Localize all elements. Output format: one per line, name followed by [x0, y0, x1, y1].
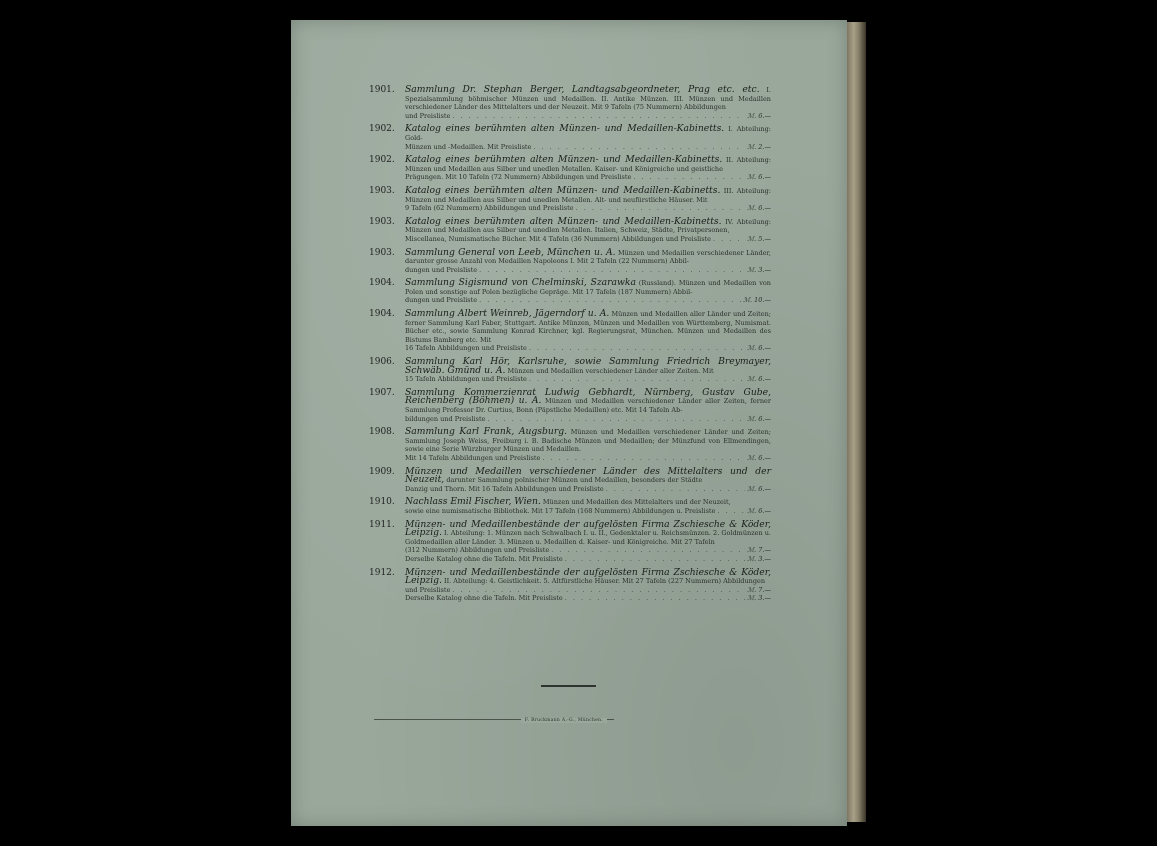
- leader-dots: [529, 375, 745, 384]
- leader-dots: [717, 507, 745, 516]
- price-value: ℳ. 7.—: [747, 546, 771, 555]
- price-value: ℳ. 6.—: [747, 344, 771, 353]
- entry-title: Münzen und Medaillen verschiedener Länder des Mittelalters und der Neuzeit,: [405, 465, 771, 486]
- entry-body: [405, 498, 771, 507]
- entry-year: 1907.: [369, 387, 395, 398]
- price-value: ℳ. 6.—: [747, 111, 771, 120]
- entry-price-line: [405, 143, 771, 152]
- entry-year: 1903.: [369, 216, 395, 227]
- price-label: Derselbe Katalog ohne die Tafeln. Mit Preisliste: [405, 554, 563, 563]
- price-value: ℳ. 3.—: [747, 265, 771, 274]
- entry-price-line: [405, 296, 771, 305]
- entry-title: Nachlass Emil Fischer, Wien.: [405, 496, 541, 508]
- printer-imprint-text: F. Bruckmann A.-G., München.: [521, 718, 607, 723]
- price-value: ℳ. 6.—: [747, 484, 771, 493]
- entry-description: (Russland). Münzen und Medaillen von Polen und sonstige auf Polen bezügliche Gepräge. Mit 17 Tafeln (187 Nummern) Abbil-: [405, 279, 771, 296]
- entry-title: Sammlung Sigismund von Chelminski, Szarawka: [405, 277, 636, 289]
- entry-body: [405, 358, 771, 375]
- entry-body: [405, 428, 771, 454]
- entry-price-line: [405, 454, 771, 463]
- page-edge: [847, 22, 866, 822]
- entry-price-line: [405, 204, 771, 213]
- leader-dots: [452, 112, 745, 121]
- entry-body: [405, 215, 771, 235]
- price-label: 16 Tafeln Abbildungen und Preisliste: [405, 344, 527, 353]
- catalog-entry: [369, 465, 771, 494]
- entry-year: 1903.: [369, 185, 395, 196]
- leader-dots: [565, 594, 745, 603]
- catalog-entry: [369, 86, 771, 120]
- entry-description: II. Abteilung: 4. Geistlichkeit. 5. Altfürstliche Häuser. Mit 27 Tafeln (227 Nummern) Abbildungen: [444, 577, 766, 586]
- leader-dots: [576, 204, 746, 213]
- entry-body: [405, 246, 771, 266]
- price-label: Prägungen. Mit 10 Tafeln (72 Nummern) Abbildungen und Preisliste: [405, 173, 632, 182]
- entry-title: Katalog eines berühmten alten Münzen- und Medaillen-Kabinetts.: [405, 184, 721, 196]
- leader-dots: [633, 173, 745, 182]
- entry-year: 1903.: [369, 247, 395, 258]
- price-label: Danzig und Thorn. Mit 16 Tafeln Abbildungen und Preisliste: [405, 484, 604, 493]
- price-label: und Preisliste: [405, 585, 451, 594]
- entry-body: [405, 156, 771, 173]
- catalog-entry: [369, 518, 771, 564]
- leader-dots: [452, 586, 745, 595]
- entry-title: Sammlung Karl Frank, Augsburg.: [405, 426, 568, 438]
- leader-dots: [479, 296, 741, 305]
- entry-body: [405, 310, 771, 344]
- price-value: ℳ. 6.—: [747, 173, 771, 182]
- entry-description: Münzen und Medaillen verschiedener Länder aller Zeiten. Mit: [507, 366, 714, 375]
- leader-dots: [479, 266, 745, 275]
- entry-year: 1911.: [369, 519, 395, 530]
- leader-dots: [606, 485, 745, 494]
- entry-body: [405, 86, 771, 112]
- price-label: dungen und Preisliste: [405, 265, 478, 274]
- price-label: dungen und Preisliste: [405, 296, 478, 305]
- catalog-entry: [369, 279, 771, 305]
- entry-price-line: [405, 112, 771, 121]
- entry-year: 1912.: [369, 567, 395, 578]
- entry-description: I. Abteilung: Gold-: [405, 125, 771, 142]
- leader-dots: [529, 344, 745, 353]
- catalog-entry: [369, 156, 771, 182]
- price-value: ℳ. 6.—: [747, 204, 771, 213]
- price-label: und Preisliste: [405, 111, 451, 120]
- entry-year: 1909.: [369, 466, 395, 477]
- entry-description: III. Abteilung: Münzen und Medaillen aus Silber und unedlen Metallen. Alt- und neufürstliche Häuser. Mit: [405, 186, 771, 204]
- entry-description: darunter Sammlung polnischer Münzen und Medaillen, besonders der Städte: [446, 476, 703, 485]
- entry-year: 1908.: [369, 427, 395, 438]
- entry-description: Münzen und Medaillen verschiedener Länder, darunter grosse Anzahl von Medaillen Napoleons I. Mit 2 Tafeln (22 Nummern) Abbil-: [405, 248, 771, 266]
- catalog-entry: [369, 566, 771, 603]
- entry-year: 1904.: [369, 309, 395, 320]
- entry-title: Sammlung Albert Weinreb, Jägerndorf u. A.: [405, 308, 610, 320]
- entry-description: Münzen und Medaillen verschiedener Länder und Zeiten; Sammlung Joseph Weiss, Freiburg i. B. Badische Münzen und Medaillen; der Münzfund von Ellmendingen, sowie eine Serie Würzburger Münzen und Medaillen.: [405, 428, 771, 454]
- entry-year: 1901.: [369, 85, 395, 95]
- entry-body: [405, 386, 771, 415]
- entry-title: Katalog eines berühmten alten Münzen- und Medaillen-Kabinetts.: [405, 154, 723, 166]
- entry-price-line: [405, 546, 771, 555]
- entry-price-line: [405, 507, 771, 516]
- entry-description: Münzen und Medaillen verschiedener Länder aller Zeiten, ferner Sammlung Professor Dr. Curtius, Bonn (Päpstliche Medaillen) etc. Mit 14 Tafeln Ab-: [405, 397, 771, 414]
- entry-price-line: [405, 266, 771, 275]
- entry-body: [405, 184, 771, 204]
- entry-title: Münzen- und Medaillenbestände der aufgelösten Firma Zschiesche & Köder, Leipzig.: [405, 566, 771, 587]
- entry-year: 1902.: [369, 155, 395, 166]
- entry-price-line: [405, 594, 771, 603]
- catalog-entry: [369, 386, 771, 423]
- price-value: ℳ. 5.—: [747, 234, 771, 243]
- entry-price-line: [405, 485, 771, 494]
- entry-price-line: [405, 375, 771, 384]
- leader-dots: [542, 454, 745, 463]
- entry-title: Sammlung Kommerzienrat Ludwig Gebhardt, Nürnberg, Gustav Gube, Reichenberg (Böhmen) u. A.: [405, 386, 771, 407]
- entry-description: I. Abteilung: 1. Münzen nach Schwalbach I. u. II., Gedenktaler u. Reichsmünzen. 2. Goldmünzen u. Goldmedaillen aller Länder. 3. Münzen u. Medaillen d. Kaiser- und Königreiche. Mit 27 Tafeln: [405, 529, 771, 546]
- price-label: Mit 14 Tafeln Abbildungen und Preisliste: [405, 453, 541, 462]
- entry-title: Münzen- und Medaillenbestände der aufgelösten Firma Zschiesche & Köder, Leipzig.: [405, 518, 771, 539]
- leader-dots: [533, 143, 745, 152]
- catalog-list: [369, 86, 771, 608]
- entry-description: Münzen und Medaillen aller Länder und Zeiten; ferner Sammlung Karl Faber, Stuttgart. Antike Münzen, Münzen und Medaillen von Württemberg, Numismat. Bücher etc., sowie Sammlung Konrad Kirchner, kgl. Regierungsrat, München. Münzen und Medaillen des Bistums Bamberg etc. Mit: [405, 310, 771, 344]
- entry-body: [405, 279, 771, 296]
- entry-price-line: [405, 555, 771, 564]
- leader-dots: [713, 235, 745, 244]
- entry-body: [405, 566, 771, 587]
- entry-price-line: [405, 344, 771, 353]
- price-label: Münzen und -Medaillen. Mit Preisliste: [405, 142, 532, 151]
- leader-dots: [551, 546, 745, 555]
- entry-description: II. Abteilung: Münzen und Medaillen aus Silber und unedlen Metallen. Kaiser- und Königreiche und geistliche: [405, 156, 771, 173]
- price-label: sowie eine numismatische Bibliothek. Mit 17 Tafeln (168 Nummern) Abbildungen u. Preisliste: [405, 506, 716, 515]
- catalog-entry: [369, 215, 771, 244]
- entry-price-line: [405, 173, 771, 182]
- price-value: ℳ. 7.—: [747, 585, 771, 594]
- entry-description: I. Spezialsammlung böhmischer Münzen und Medaillen. II. Antike Münzen. III. Münzen und Medaillen verschiedener Länder des Mittelalters und der Neuzeit. Mit 9 Tafeln (75 Nummern) Abbildungen: [405, 86, 771, 112]
- entry-title: Sammlung Karl Hör, Karlsruhe, sowie Sammlung Friedrich Breymayer, Schwäb. Gmünd u. A.: [405, 356, 771, 376]
- entry-title: Katalog eines berühmten alten Münzen- und Medaillen-Kabinetts.: [405, 123, 725, 135]
- price-label: 15 Tafeln Abbildungen und Preisliste: [405, 375, 527, 384]
- catalog-entry: [369, 125, 771, 151]
- entry-price-line: [405, 586, 771, 595]
- entry-year: 1910.: [369, 497, 395, 508]
- price-value: ℳ. 2.—: [747, 142, 771, 151]
- entry-description: Münzen und Medaillen des Mittelalters und der Neuzeit,: [542, 498, 731, 507]
- price-label: bildungen und Preisliste: [405, 414, 486, 423]
- price-value: ℳ. 6.—: [747, 375, 771, 384]
- price-value: ℳ. 3.—: [747, 554, 771, 563]
- leader-dots: [565, 555, 745, 564]
- price-value: ℳ. 10.—: [743, 296, 771, 305]
- entry-price-line: [405, 415, 771, 424]
- leader-dots: [487, 415, 745, 424]
- entry-title: Sammlung General von Leeb, München u. A.: [405, 246, 616, 258]
- price-value: ℳ. 3.—: [747, 594, 771, 603]
- price-value: ℳ. 6.—: [747, 414, 771, 423]
- entry-title: Katalog eines berühmten alten Münzen- und Medaillen-Kabinetts.: [405, 215, 722, 227]
- catalog-entry: [369, 358, 771, 384]
- catalog-entry: [369, 428, 771, 462]
- price-value: ℳ. 6.—: [747, 453, 771, 462]
- entry-body: [405, 125, 771, 142]
- catalog-entry: [369, 246, 771, 275]
- catalog-entry: [369, 498, 771, 515]
- entry-title: Sammlung Dr. Stephan Berger, Landtagsabgeordneter, Prag etc. etc.: [405, 84, 760, 95]
- price-label: Miscellanea, Numismatische Bücher. Mit 4 Tafeln (36 Nummern) Abbildungen und Preisliste: [405, 234, 712, 243]
- entry-price-line: [405, 235, 771, 244]
- catalog-entry: [369, 184, 771, 213]
- entry-body: [405, 518, 771, 547]
- price-label: 9 Tafeln (62 Nummern) Abbildungen und Preisliste: [405, 204, 574, 213]
- catalog-entry: [369, 310, 771, 353]
- entry-year: 1904.: [369, 278, 395, 289]
- entry-year: 1902.: [369, 124, 395, 135]
- entry-body: [405, 465, 771, 486]
- entry-description: IV. Abteilung: Münzen und Medaillen aus Silber und unedlen Metallen. Italien, Schweiz, Städte, Privatpersonen,: [405, 217, 771, 235]
- price-label: (312 Nummern) Abbildungen und Preisliste: [405, 546, 550, 555]
- printer-imprint: [374, 718, 754, 723]
- price-label: Derselbe Katalog ohne die Tafeln. Mit Preisliste: [405, 594, 563, 603]
- price-value: ℳ. 6.—: [747, 506, 771, 515]
- decorative-rule: [541, 685, 596, 687]
- entry-year: 1906.: [369, 357, 395, 368]
